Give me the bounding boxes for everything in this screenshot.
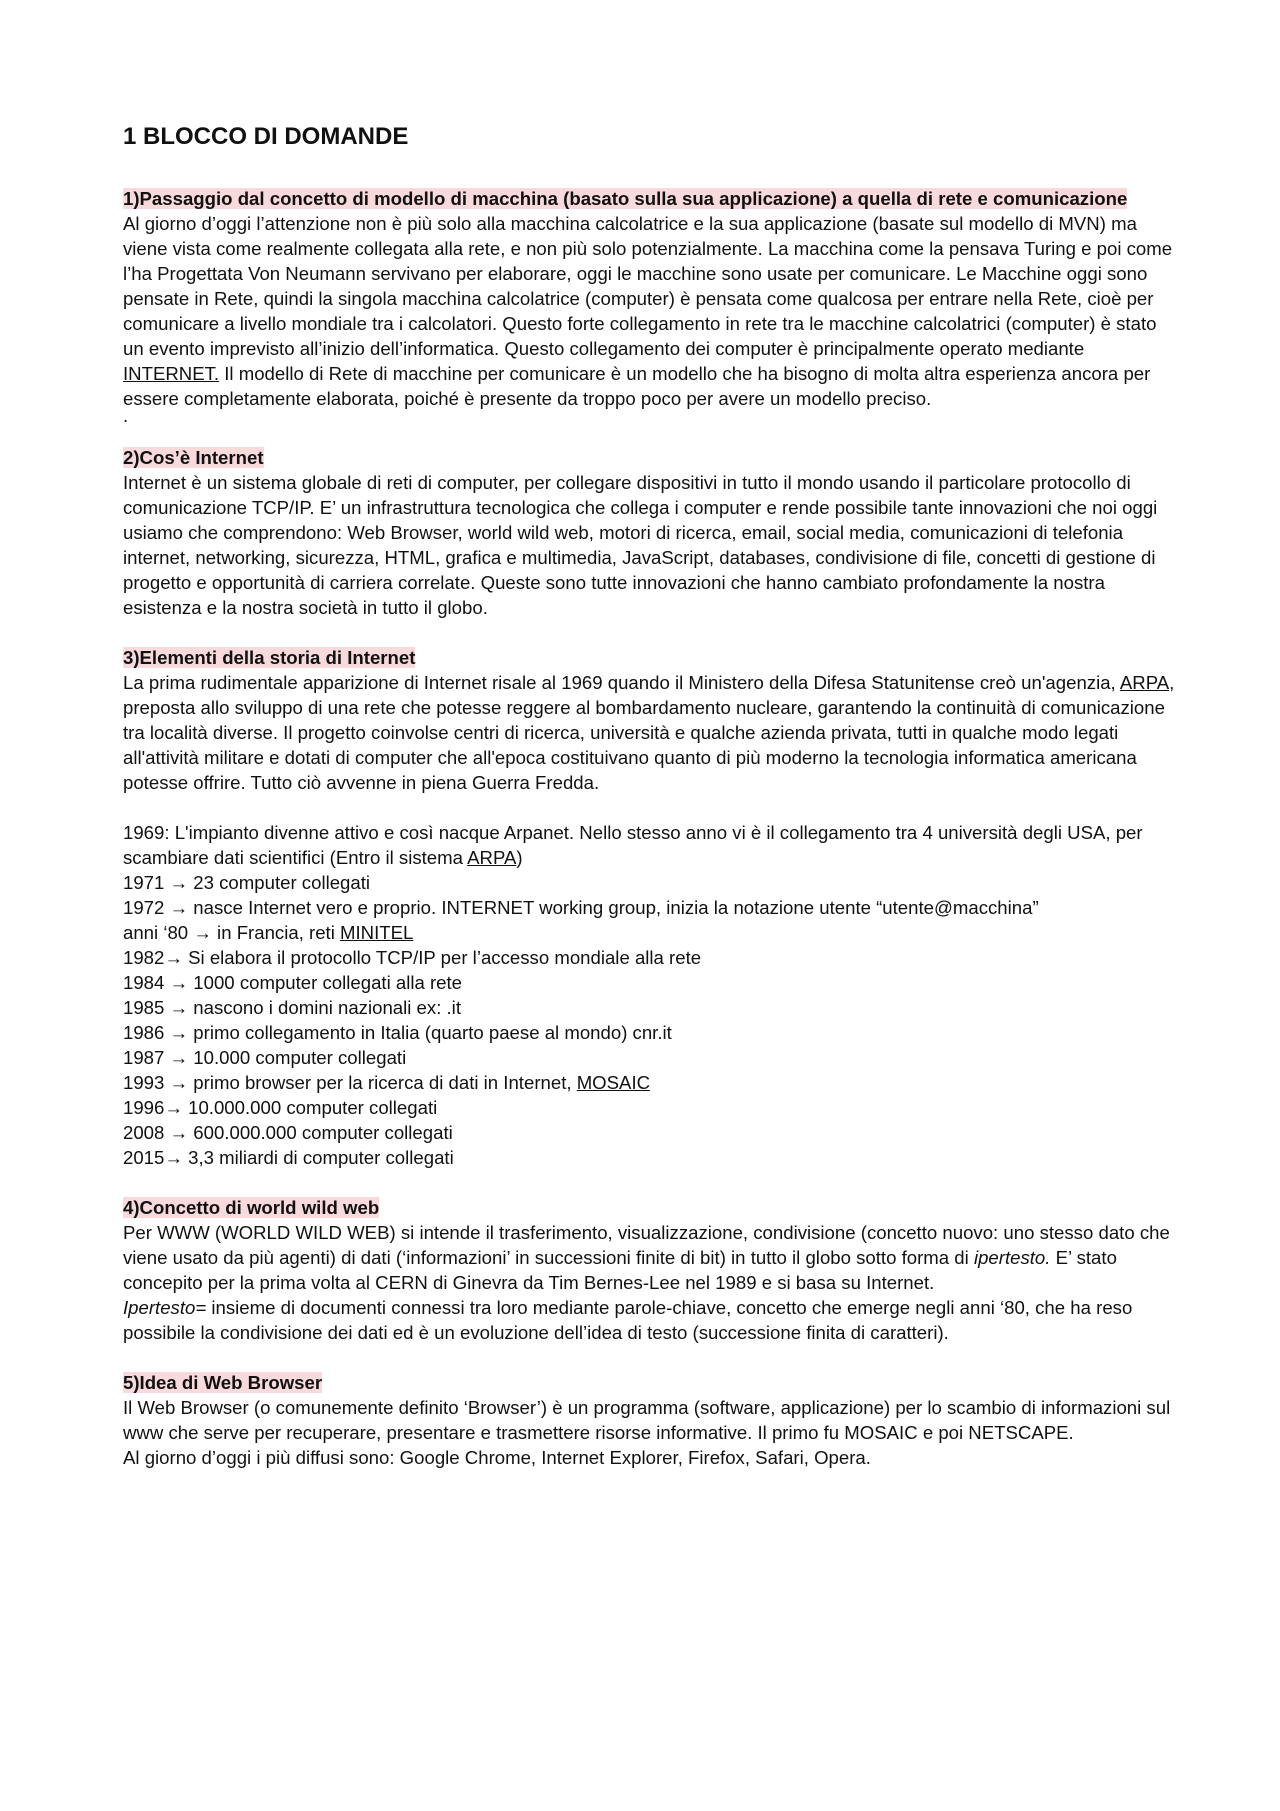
answer-1 (123, 211, 1180, 411)
timeline-1993-text: 1993 → primo browser per la ricerca di dati in Internet, (123, 1072, 577, 1093)
timeline-1969-b: ) (516, 847, 523, 868)
ipertesto-definition-term: Ipertesto= (123, 1297, 207, 1318)
answer-3-text-b: , preposta allo sviluppo di una rete che potesse reggere al bombardamento nucleare, garantendo la continuità di comunicazione tra località diverse. Il progetto coinvolse centri di ricerca, università e qualche azienda privata, tutti in qualche modo legati all'attività militare e dotati di computer che all'epoca costituivano quanto di più moderno la tecnologia informatica americana potesse offrire. Tutto ciò avvenne in piena Guerra Fredda. (123, 672, 1175, 793)
question-3 (123, 645, 1180, 670)
arpa-link-2[interactable]: ARPA (467, 847, 517, 868)
answer-4-text-b: E’ stato concepito per la prima volta al CERN di Ginevra da Tim Bernes-Lee nel 1989 e si basa su Internet. (123, 1247, 1117, 1293)
timeline-item-1984: 1984 → 1000 computer collegati alla rete (123, 972, 463, 993)
answer-3-paragraph-1 (123, 670, 1180, 795)
section-1 (123, 186, 1180, 426)
timeline-list (123, 870, 1180, 1170)
question-5-text: 5)Idea di Web Browser (123, 1372, 323, 1393)
document-title: 1 BLOCCO DI DOMANDE (123, 123, 409, 150)
question-4-text: 4)Concetto di world wild web (123, 1197, 380, 1218)
minitel-link[interactable]: MINITEL (340, 922, 414, 943)
answer-3-paragraph-2 (123, 820, 1180, 870)
mosaic-link[interactable]: MOSAIC (576, 1072, 651, 1093)
question-1 (123, 186, 1180, 211)
stray-dot: . (123, 405, 129, 426)
question-1-text: 1)Passaggio dal concetto di modello di macchina (basato sulla sua applicazione) a quella di rete e comunicazione (123, 188, 1128, 209)
ipertesto-term: ipertesto. (973, 1247, 1051, 1268)
timeline-item-1986: 1986 → primo collegamento in Italia (quarto paese al mondo) cnr.it (123, 1022, 672, 1043)
timeline-item-1985: 1985 → nascono i domini nazionali ex: .it (123, 997, 461, 1018)
timeline-1969-a: 1969: L'impianto divenne attivo e così nacque Arpanet. Nello stesso anno vi è il collegamento tra 4 università degli USA, per scambiare dati scientifici (Entro il sistema (123, 822, 1143, 868)
ipertesto-definition-text: insieme di documenti connessi tra loro mediante parole-chiave, concetto che emerge negli anni ‘80, che ha reso possibile la condivisione dei dati ed è un evoluzione dell’idea di testo (successione finita di caratteri). (123, 1297, 1133, 1343)
section-4 (123, 1195, 1180, 1345)
timeline-item-80s (123, 920, 1180, 945)
timeline-item-1987: 1987 → 10.000 computer collegati (123, 1047, 407, 1068)
question-5 (123, 1370, 1180, 1395)
question-4 (123, 1195, 1180, 1220)
question-3-text: 3)Elementi della storia di Internet (123, 647, 416, 668)
timeline-item-1996: 1996→ 10.000.000 computer collegati (123, 1097, 438, 1118)
question-2 (123, 445, 1180, 470)
timeline-item-1971: 1971 → 23 computer collegati (123, 872, 371, 893)
timeline-item-2008: 2008 → 600.000.000 computer collegati (123, 1122, 453, 1143)
answer-1-text-b: Il modello di Rete di macchine per comunicare è un modello che ha bisogno di molta altra esperienza ancora per essere completamente elaborata, poiché è presente da troppo poco per avere un modello preciso. (123, 363, 1151, 409)
answer-4-paragraph-2 (123, 1295, 1180, 1345)
timeline-item-1972: 1972 → nasce Internet vero e proprio. INTERNET working group, inizia la notazione utente “utente@macchina” (123, 897, 1039, 918)
answer-4-paragraph-1 (123, 1220, 1180, 1295)
section-5 (123, 1370, 1180, 1470)
section-2 (123, 445, 1180, 620)
question-2-text: 2)Cos’è Internet (123, 447, 264, 468)
answer-5-paragraph-1: Il Web Browser (o comunemente definito ‘Browser’) è un programma (software, applicazione) per lo scambio di informazioni sul www che serve per recuperare, presentare e trasmettere risorse informative. Il primo fu MOSAIC e poi NETSCAPE. (123, 1397, 1171, 1443)
timeline-item-2015: 2015→ 3,3 miliardi di computer collegati (123, 1147, 454, 1168)
timeline-item-1982: 1982→ Si elabora il protocollo TCP/IP per l’accesso mondiale alla rete (123, 947, 702, 968)
answer-3-text-a: La prima rudimentale apparizione di Internet risale al 1969 quando il Ministero della Difesa Statunitense creò un'agenzia, (123, 672, 1120, 693)
answer-5-paragraph-2: Al giorno d’oggi i più diffusi sono: Google Chrome, Internet Explorer, Firefox, Safari, Opera. (123, 1447, 871, 1468)
answer-1-text-a: Al giorno d’oggi l’attenzione non è più solo alla macchina calcolatrice e la sua applicazione (basate sul modello di MVN) ma viene vista come realmente collegata alla rete, e non più solo potenzialmente. La macchina come la pensava Turing e poi come l’ha Progettata Von Neumann servivano per elaborare, oggi le macchine sono usate per comunicare. Le Macchine oggi sono pensate in Rete, quindi la singola macchina calcolatrice (computer) è pensata come qualcosa per entrare nella Rete, cioè per comunicare a livello mondiale tra i calcolatori. Questo forte collegamento in rete tra le macchine calcolatrici (computer) è stato un evento imprevisto all’inizio dell’informatica. Questo collegamento dei computer è principalmente operato mediante (123, 213, 1173, 359)
blank-line (123, 795, 1180, 820)
answer-2: Internet è un sistema globale di reti di computer, per collegare dispositivi in tutto il mondo usando il particolare protocollo di comunicazione TCP/IP. E’ un infrastruttura tecnologica che collega i computer e rende possibile tante innovazioni che noi oggi usiamo che comprendono: Web Browser, world wild web, motori di ricerca, email, social media, comunicazioni di telefonia internet, networking, sicurezza, HTML, grafica e multimedia, JavaScript, databases, condivisione di file, concetti di gestione di progetto e opportunità di carriera correlate. Queste sono tutte innovazioni che hanno cambiato profondamente la nostra esistenza e la nostra società in tutto il globo. (123, 472, 1158, 618)
timeline-item-1993 (123, 1070, 1180, 1095)
internet-link[interactable]: INTERNET. (123, 363, 220, 384)
section-3 (123, 645, 1180, 1170)
arpa-link[interactable]: ARPA (1119, 672, 1170, 693)
timeline-80s-text: anni ‘80 → in Francia, reti (123, 922, 341, 943)
answer-4-text-a: Per WWW (WORLD WILD WEB) si intende il trasferimento, visualizzazione, condivisione (concetto nuovo: uno stesso dato che viene usato da più agenti) di dati (‘informazioni’ in successioni finite di bit) in tutto il globo sotto forma di (123, 1222, 1170, 1268)
